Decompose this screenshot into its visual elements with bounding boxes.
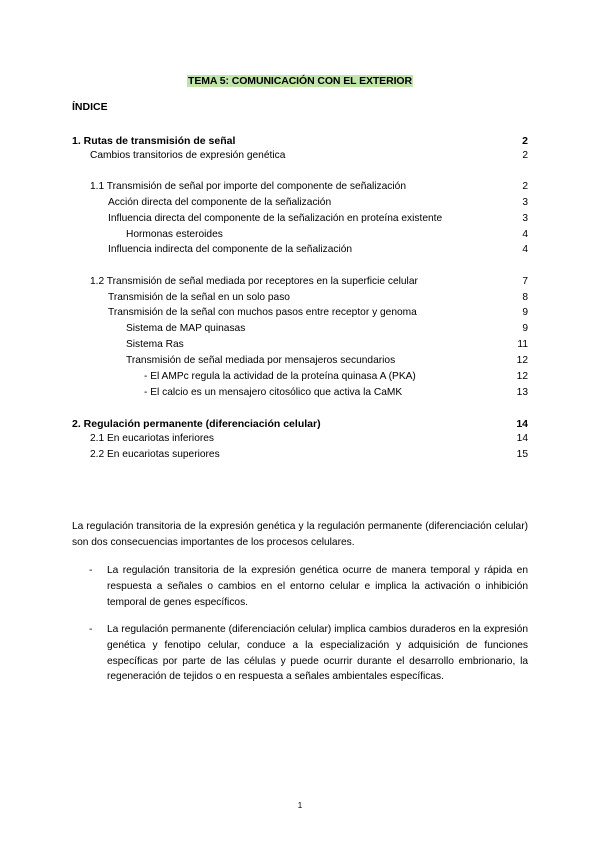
toc-label: Cambios transitorios de expresión genética [90, 150, 286, 161]
toc-label: 1. Rutas de transmisión de señal [72, 135, 236, 147]
page-number: 1 [297, 801, 303, 810]
toc-page: 9 [522, 307, 528, 318]
toc-label: Sistema Ras [126, 339, 184, 350]
toc-page: 7 [522, 276, 528, 287]
toc-page: 13 [516, 387, 528, 398]
toc-entry [0, 370, 600, 384]
toc-page: 9 [522, 323, 528, 334]
toc-label: Influencia directa del componente de la señalización en proteína existente [108, 213, 443, 224]
intro-paragraph: La regulación transitoria de la expresión genética y la regulación permanente (diferenciación celular) son dos consecuencias importantes de los procesos celulares. [72, 521, 528, 548]
toc-page: 2 [522, 181, 528, 192]
toc-entry [0, 432, 600, 446]
index-heading: ÍNDICE [72, 101, 108, 113]
toc-page: 15 [516, 449, 528, 460]
toc-label: Transmisión de la señal en un solo paso [108, 292, 290, 303]
toc-entry [0, 448, 600, 462]
toc-entry [0, 134, 600, 148]
toc-label: 1.1 Transmisión de señal por importe del componente de señalización [90, 181, 406, 192]
toc-label: - El calcio es un mensajero citosólico que activa la CaMK [144, 387, 403, 398]
toc-entry [0, 306, 600, 320]
toc-page: 12 [516, 355, 528, 366]
toc-page: 11 [517, 339, 528, 350]
toc-entry [0, 243, 600, 257]
toc-label: 2.2 En eucariotas superiores [90, 449, 220, 460]
bullet-dash: - [89, 565, 93, 576]
toc-entry [0, 149, 600, 163]
toc-entry [0, 196, 600, 210]
toc-entry [0, 322, 600, 336]
toc-entry [0, 180, 600, 194]
bullet-text: La regulación transitoria de la expresión genética ocurre de manera temporal y rápida en respuesta a señales o cambios en el entorno celular e implica la activación o inhibición temporal de genes específicos. [107, 565, 528, 608]
toc-label: Acción directa del componente de la señalización [108, 197, 332, 208]
toc-page: 14 [516, 433, 528, 444]
toc-page: 4 [522, 244, 528, 255]
toc-page: 4 [522, 229, 528, 240]
toc-page: 3 [522, 213, 528, 224]
toc-label: Sistema de MAP quinasas [126, 323, 246, 334]
toc-entry [0, 228, 600, 242]
toc-label: Hormonas esteroides [126, 229, 223, 240]
toc-entry [0, 212, 600, 226]
toc-page: 12 [516, 371, 528, 382]
toc-entry [0, 338, 600, 352]
toc-label: 2.1 En eucariotas inferiores [90, 433, 215, 444]
bullet-dash: - [89, 624, 93, 635]
toc-label: Transmisión de la señal con muchos pasos entre receptor y genoma [108, 307, 417, 318]
toc-label: Influencia indirecta del componente de la señalización [108, 244, 353, 255]
toc-page: 3 [522, 197, 528, 208]
toc-entry [0, 354, 600, 368]
toc-label: - El AMPc regula la actividad de la proteína quinasa A (PKA) [144, 371, 416, 382]
toc-label: Transmisión de señal mediada por mensajeros secundarios [126, 355, 396, 366]
toc-label: 1.2 Transmisión de señal mediada por receptores en la superficie celular [90, 276, 418, 287]
toc-page: 2 [522, 135, 528, 147]
toc-label: 2. Regulación permanente (diferenciación celular) [72, 418, 321, 430]
toc-entry [0, 275, 600, 289]
toc-page: 8 [522, 292, 528, 303]
document-title [0, 71, 600, 89]
toc-page: 2 [522, 150, 528, 161]
toc-entry [0, 386, 600, 400]
title-highlight: TEMA 5: COMUNICACIÓN CON EL EXTERIOR [188, 75, 412, 87]
toc-page: 14 [516, 418, 528, 430]
bullet-text: La regulación permanente (diferenciación celular) implica cambios duraderos en la expresión genética y fenotipo celular, conduce a la especialización y adquisición de funciones específicas por parte de las células y puede ocurrir durante el desarrollo embrionario, la regeneración de tejidos o en respuesta a señales ambientales específicas. [107, 624, 528, 683]
toc-entry [0, 417, 600, 431]
toc-entry [0, 291, 600, 305]
